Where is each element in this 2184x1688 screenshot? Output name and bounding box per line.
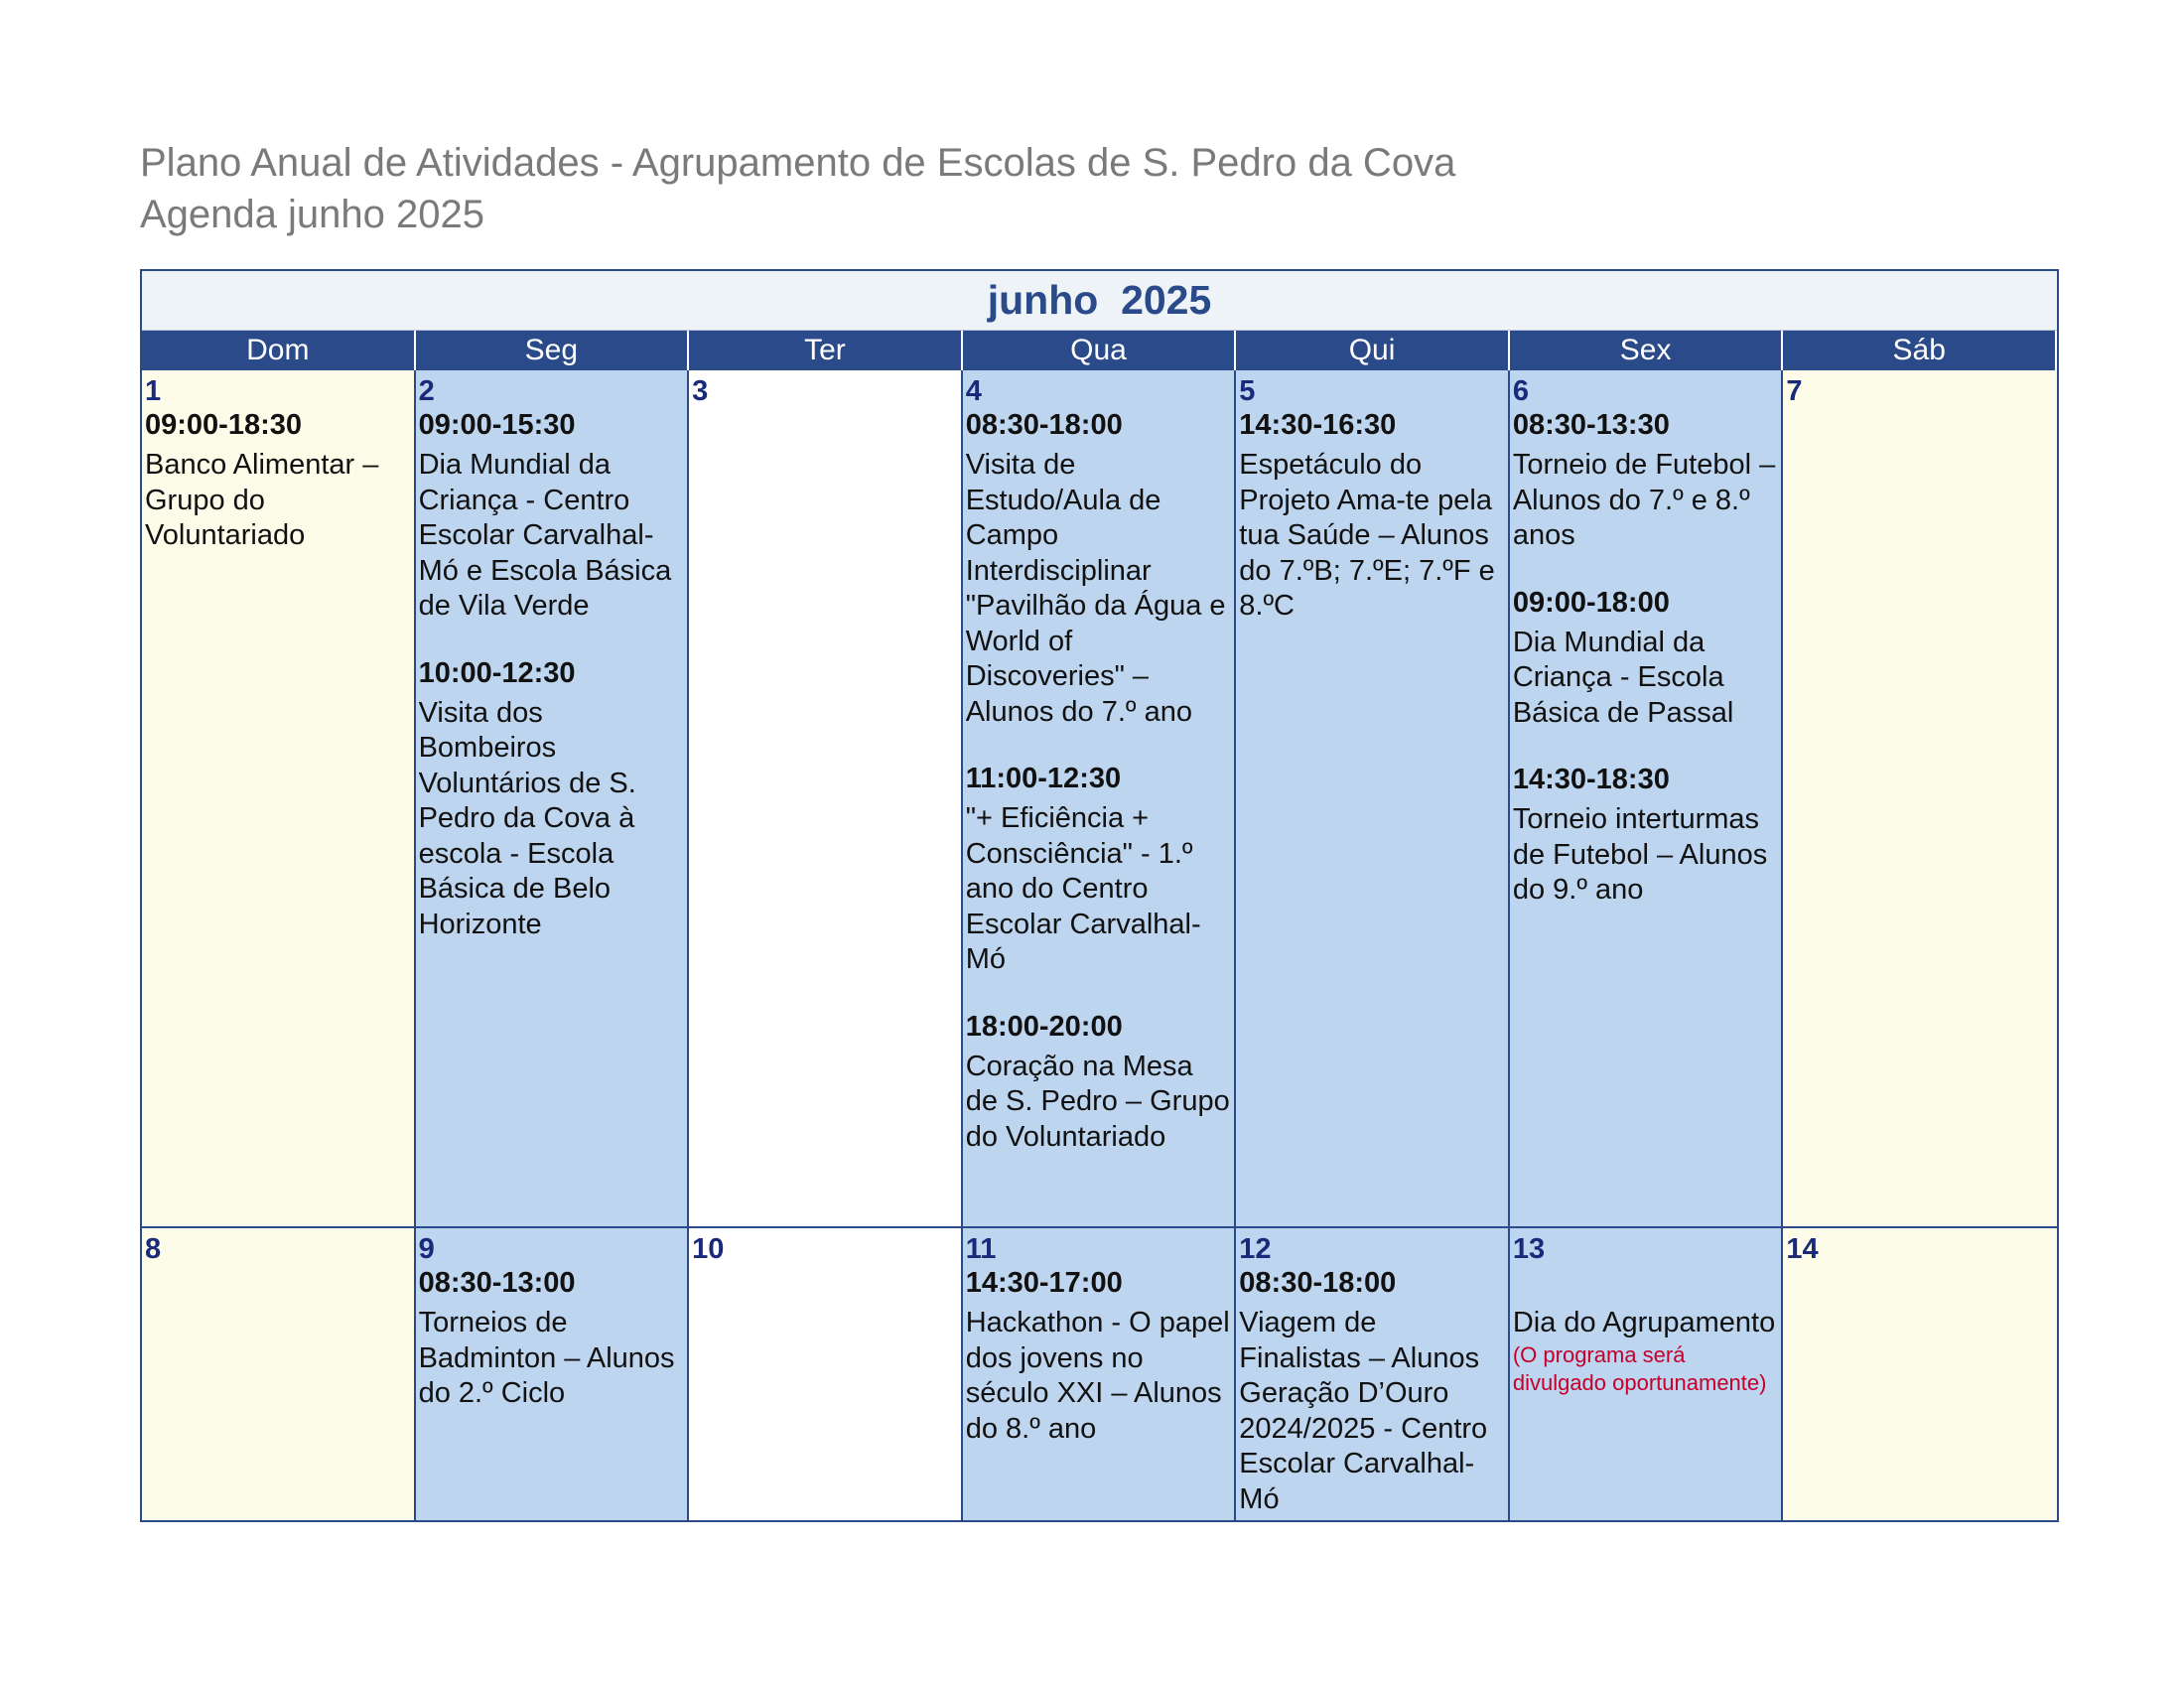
calendar-event [1513,586,1778,732]
day-cell-3 [689,370,963,1228]
day-number: 7 [1786,375,1803,407]
calendar-event [966,762,1231,978]
calendar-event [419,408,684,625]
day-number: 8 [145,1233,162,1265]
event-description: Visita de Estudo/Aula de Campo Interdisciplinar "Pavilhão da Água e World of Discoveries" – Alunos do 7.º ano [965,449,1226,728]
calendar-event [966,408,1231,730]
calendar-event [966,1266,1231,1447]
event-time: 08:30-18:00 [1239,1267,1397,1299]
day-cell-10 [689,1228,963,1520]
calendar-event [145,408,410,554]
day-cell-13 [1510,1228,1784,1520]
event-time: 08:30-13:30 [1512,409,1670,441]
calendar-month-title: junho 2025 [142,271,2057,331]
day-number: 1 [145,375,162,407]
event-description: Espetáculo do Projeto Ama-te pela tua Saúde – Alunos do 7.ºB; 7.ºE; 7.ºF e 8.ºC [1239,449,1495,622]
event-description: Viagem de Finalistas – Alunos Geração D’Ouro 2024/2025 - Centro Escolar Carvalhal-Mó [1239,1307,1488,1515]
event-description: Visita dos Bombeiros Voluntários de S. Pedro da Cova à escola - Escola Básica de Belo Horizonte [418,696,636,940]
calendar-event [1513,763,1778,909]
weekday-header-wed: Qua [963,331,1237,370]
event-description: "+ Eficiência + Consciência" - 1.º ano do Centro Escolar Carvalhal-Mó [965,802,1201,975]
day-cell-7 [1783,370,2057,1228]
day-cell-2 [416,370,690,1228]
weekday-header-tue: Ter [689,331,963,370]
day-number: 9 [418,1233,435,1265]
calendar-event [1513,1266,1778,1397]
calendar-event [419,1266,684,1412]
event-time: 18:00-20:00 [965,1010,1123,1043]
calendar-event [1239,408,1504,625]
day-cell-1 [142,370,416,1228]
event-time: 08:30-13:00 [418,1267,576,1299]
weekday-header-mon: Seg [416,331,690,370]
event-time: 09:00-18:00 [1512,586,1670,619]
event-time: 10:00-12:30 [418,656,576,689]
day-number: 5 [1239,375,1256,407]
event-description: Dia Mundial da Criança - Escola Básica de Passal [1512,626,1734,729]
document-title: Plano Anual de Atividades - Agrupamento de Escolas de S. Pedro da Cova [140,141,1456,185]
calendar-event [1239,1266,1504,1517]
event-time: 14:30-16:30 [1239,409,1397,441]
day-number: 11 [965,1233,997,1265]
event-description: Banco Alimentar – Grupo do Voluntariado [145,449,379,551]
event-time: 14:30-17:00 [965,1267,1123,1299]
day-cell-14 [1783,1228,2057,1520]
event-time: 09:00-18:30 [145,409,302,441]
event-description: Torneios de Badminton – Alunos do 2.º Ciclo [418,1307,675,1409]
event-description: Torneio interturmas de Futebol – Alunos do 9.º ano [1512,803,1768,906]
day-number: 12 [1239,1233,1272,1265]
weekday-header-fri: Sex [1510,331,1784,370]
event-note: (O programa será divulgado oportunamente) [1512,1341,1767,1395]
day-cell-9 [416,1228,690,1520]
day-number: 14 [1786,1233,1819,1265]
calendar-event [419,656,684,943]
day-cell-8 [142,1228,416,1520]
day-cell-6 [1510,370,1784,1228]
event-time: 11:00-12:30 [965,763,1122,794]
day-number: 2 [418,375,435,407]
calendar-event [1513,408,1778,554]
event-description: Dia do Agrupamento [1512,1307,1776,1338]
event-description: Torneio de Futebol – Alunos do 7.º e 8.º anos [1512,449,1776,551]
calendar-event [966,1010,1231,1156]
weekday-header-thu: Qui [1236,331,1510,370]
day-cell-4 [963,370,1237,1228]
day-number: 6 [1512,375,1529,407]
day-number: 10 [692,1233,725,1265]
event-time: 14:30-18:30 [1512,764,1670,795]
day-cell-12 [1236,1228,1510,1520]
event-time: 08:30-18:00 [965,409,1123,441]
event-description: Dia Mundial da Criança - Centro Escolar Carvalhal-Mó e Escola Básica de Vila Verde [418,449,672,622]
weekday-header-sun: Dom [142,331,416,370]
event-description: Hackathon - O papel dos jovens no século XXI – Alunos do 8.º ano [965,1307,1230,1445]
weekday-header-sat: Sáb [1783,331,2057,370]
calendar-grid [140,269,2059,1522]
document-subtitle: Agenda junho 2025 [140,193,484,236]
event-time: 09:00-15:30 [418,409,576,441]
day-number: 3 [692,375,709,407]
document-header [140,137,1455,240]
day-cell-5 [1236,370,1510,1228]
day-cell-11 [963,1228,1237,1520]
day-number: 4 [965,375,982,407]
day-number: 13 [1512,1233,1546,1265]
event-description: Coração na Mesa de S. Pedro – Grupo do Voluntariado [965,1050,1230,1153]
